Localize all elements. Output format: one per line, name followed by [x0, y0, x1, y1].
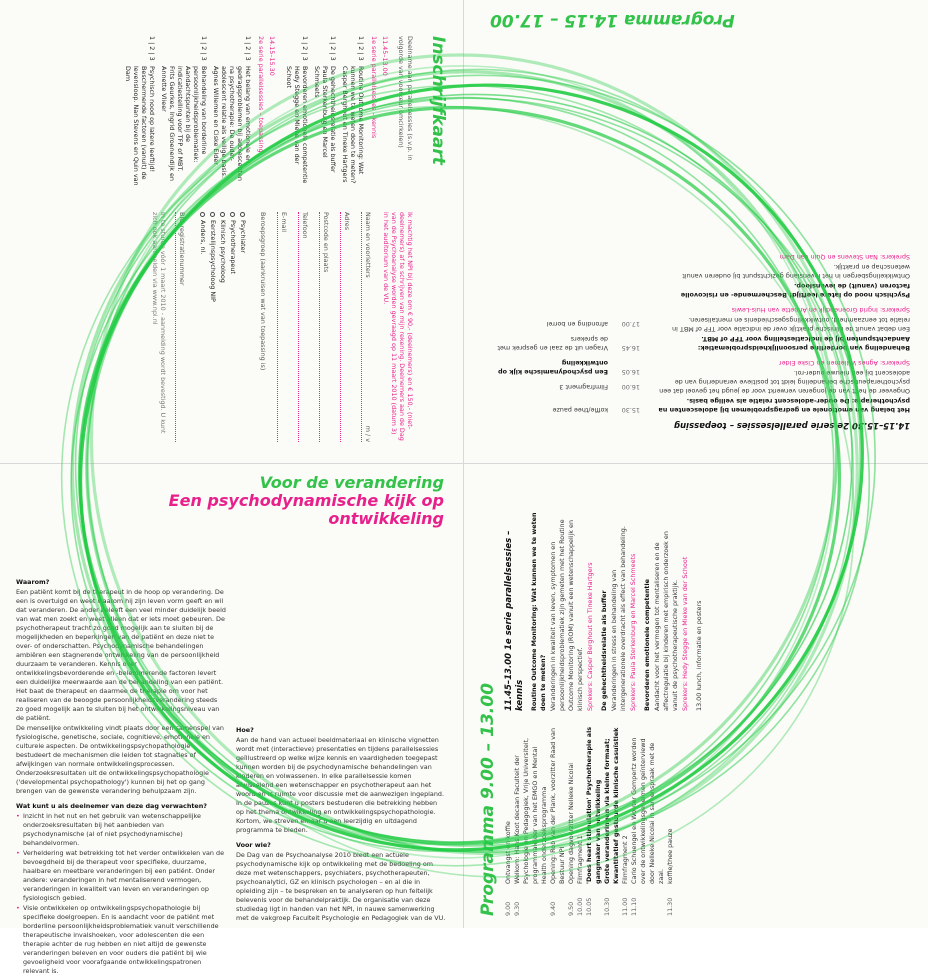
- email-field[interactable]: E-mail: [277, 212, 290, 442]
- headline-line-1: Voor de verandering: [259, 473, 444, 492]
- waarom-text-2: De menselijke ontwikkeling vindt plaats door een samenspel van fysiologische, genetische, sociale, cognitieve, emotionele en culturele aspecten. De ontwikkelingspsychopathologie bestudeert de mechanismen die leiden tot stagnaties of afwijkingen van normale ontwikkelingsprocessen. Onderzoeksresultaten uit de ontwikkelingspsychopathologie ('developmental psychopathology') kunnen bij het op gang brengen van de gewenste verandering behulpzaam zijn.: [16, 724, 224, 795]
- afternoon-session-3-title: Psychisch nood op latere leeftijd! Beschermende- en risicovolle factoren (vanuit) de levensloop.: [680, 282, 910, 299]
- morning-programme-title: Programma 9.00 – 13.00: [478, 683, 498, 916]
- schedule-row: 15.30 koffie/thee pauze: [552, 406, 640, 414]
- block1-option-3[interactable]: 1 | 2 | 3 Bevorderen emotionele competentie Hedy Stegge en Mieke van der Schoot: [285, 36, 309, 184]
- block2-time: 14.15–15.30: [268, 36, 276, 76]
- list-item: • Verheldering wat betrekking tot het verder ontwikkelen van de bevoegdheid bij de therapeut voor specifieke, duurzame, haalbare en meetbare veranderingen bij een patiënt. Onder andere: veranderingen in het mentaliserend vermogen, veranderingen in kwaliteit van leven en veranderingen op fysiologisch gebied.: [16, 849, 226, 903]
- morning-session-1-title: Routine Outcome Monitoring: Wat kunnen we te weten doen te meten?: [530, 512, 547, 711]
- name-field[interactable]: Naam en voorletters m / v: [361, 212, 374, 442]
- expectations-heading: Wat kunt u als deelnemer van deze dag verwachten?: [16, 802, 208, 810]
- schedule-row: 16.05 Een psychodynamische kijk op ontwikkeling: [498, 359, 640, 376]
- schedule-row: 16.00 Filmfragment 3: [559, 383, 640, 391]
- morning-session-1-speakers: Sprekers: Casper Berghout en Tineke Hartgers: [586, 562, 594, 711]
- morning-series: [504, 511, 705, 711]
- schedule-row: 11.00 Filmfragment 2: [621, 835, 629, 916]
- morning-session-2-speakers: Sprekers: Paula Sterkenburg en Marcel Schmeets: [629, 553, 637, 711]
- afternoon-schedule: [490, 251, 640, 414]
- schedule-row: 9.00 Ontvangst en koffie: [504, 821, 512, 916]
- profession-label: Beroepsgroep (aankruisen wat van toepassing is): [259, 212, 267, 371]
- registration-card-title: Inschrijfkaart: [428, 36, 448, 165]
- schedule-row: 10.00 Filmfragment 1: [576, 835, 584, 916]
- profession-option-eerstelijn[interactable]: Eerstelijnspsycholoog NIP: [208, 212, 218, 442]
- expectations-list: [16, 812, 226, 976]
- profession-option-psychotherapeut[interactable]: Psychotherapeut: [228, 212, 238, 442]
- schedule-row: 10.30 Grote veranderingen via kleine formaat; Kwantitatief gestuurde klinische casuïstiek: [603, 727, 620, 916]
- big-number-field[interactable]: BIG-registratienummer: [175, 212, 188, 442]
- gender-field[interactable]: m / v: [364, 425, 373, 442]
- headline: [150, 474, 444, 528]
- waarom-text: Een patiënt komt bij de therapeut in de hoop op verandering. De een is overtuigd en weet waarom hij zijn leven vorm geeft en wil dat veranderen. De ander beleeft een veel minder duidelijk beeld van wat men zoekt en weet alleen dat er iets moet gebeuren. De psychotherapeut tracht zo goed mogelijk aan te sluiten bij de mogelijkheden en beperkingen van de patiënt en deze niet te over- of onderschatten. Psychodynamische behandelingen ambiëren een stagnerende ontwikkeling van de persoonlijkheid duurzaam te veranderen. Kennis over ontwikkelingsbevorderende en -belemmerende factoren levert een duidelijke meerwaarde aan de behandeling van een patiënt. Het baat de therapeut en daarmee de therapie om voor het realiseren van de beoogde persoonlijkheidsverandering steeds zo goed mogelijk aan te sluiten bij het ontwikkelingsniveau van de patiënt.: [16, 588, 226, 722]
- radio-icon: [221, 212, 226, 217]
- schedule-row: 9.40 Opening: Rob van der Plank, voorzitter Raad van Bestuur NPI: [549, 727, 566, 916]
- profession-option-anders[interactable]: Anders, nl.: [198, 212, 208, 442]
- block2-option-2[interactable]: 1 | 2 | 3 Behandeling van borderline persoonlijkheidsproblematiek: Aandachtspunten bij de indicatiestelling voor TFP of MBT. Frits Geurkes, Ingrid Groenendijk en Annette Vlieer: [160, 36, 208, 181]
- programme-morning-panel: [478, 496, 908, 916]
- afternoon-session-3-body: Ontwikkelingsbergen in het levenslang gezichtspunt bij ouderen vanuit wetenschap en praktijk.: [682, 263, 910, 280]
- morning-schedule: [504, 726, 675, 916]
- schedule-row: 9.50 Opening dagvoorzitter Nelleke Nicolai: [567, 762, 575, 916]
- profession-option-klinisch[interactable]: Klinisch psycholoog: [218, 212, 228, 442]
- headline-line-2: Een psychodynamische kijk op ontwikkeling: [168, 491, 444, 528]
- block1-option-1[interactable]: 1 | 2 | 3 Routine Outcome Monitoring: Wat kunnen we te weten doen te meten? Casper Berghout en Tineke Hartgers: [341, 36, 365, 184]
- morning-session-3-title: Bevorderen emotionele competentie: [643, 578, 651, 711]
- schedule-row: 11.10 Carlo Schuengel en Wouter Gompertz worden over de ontwikkelingsgeheimen geïnterviewd door Nelleke Nicolai in samenspraak met de zaal.: [630, 737, 665, 916]
- hoe-heading: Hoe?: [236, 726, 254, 734]
- afternoon-session-1-body: Ongeveer de helft van de jongeren verwerkt voor de jeugd het gevoel dat een psychotherapeutische behandeling leidt tot positieve verandering van de adolescent bij een nieuwe ouder-rol.: [659, 369, 910, 395]
- programme-afternoon-panel: [470, 10, 920, 450]
- morning-session-3-body: Aandacht voor het vermogen tot mentaliseren en de affectregulatie bij kinderen met empirisch onderzoek en vanuit de psychotherapeutische praktijk.: [653, 531, 679, 711]
- block1-label: 1e serie parallelsessies – kennis: [370, 36, 378, 139]
- radio-icon: [241, 212, 246, 217]
- session-choice-column: [124, 36, 414, 186]
- schedule-row: 11.30 koffie/thee pauze: [666, 828, 674, 916]
- morning-series-title: 11.45–13.00 1e serie parallelsessies – kennis: [504, 530, 525, 711]
- schedule-row: 9.30 Welkom: Hans Koot decaan Faculteit der Psychologie en Pedagogiek, Vrije Universiteit, programmaleider van het EMGO en Mental Health onderzoeksprogramma: [513, 737, 548, 916]
- block2-option-3[interactable]: 1 | 2 | 3 Psychisch nood op latere leeftijd! Beschermende factoren (vanuit) de levensloop. Nan Stevens en Quin van Dam: [124, 36, 156, 186]
- schedule-row: 17.00 afronding en borrel: [546, 320, 640, 328]
- schedule-row: 16.45 Vragen uit de zaal en gesprek met de sprekers: [497, 335, 640, 352]
- morning-session-3-speakers: Sprekers: Hedy Stegge en Mieke van der Schoot: [681, 556, 689, 711]
- voor-wie-heading: Voor wie?: [236, 841, 271, 849]
- afternoon-session-2-speakers: Sprekers: Ingrid Groenendijk en Annette van Huis-Lewis: [731, 306, 910, 314]
- payment-authorisation: Ik machtig het NPI bij deze om € 90,- (deelnemers) en € 150,- (niet-deelnemers) af te schrijven van mijn rekening. Deelnemers aan de Dag van de Psychoanalyse worden gevraagd op 11 maart 2010 (datum 3) in het auditorium van de VU.: [382, 212, 414, 441]
- block1-time: 11.45–13.00: [381, 36, 389, 76]
- afternoon-session-3-speakers: Sprekers: Nan Stevens en Quin van Dam: [779, 253, 910, 261]
- radio-icon: [211, 212, 216, 217]
- profession-option-psychiater[interactable]: Psychiater: [238, 212, 248, 442]
- block2-label: 2e serie parallelsessies – toepassing: [257, 36, 265, 153]
- morning-session-2-body: Veranderingen in stress en behandeling van intergenerationele overdracht als effect van behandeling.: [610, 526, 627, 711]
- deadline-note: In te sturen vóór 1 maart 2010 - aanmelding wordt bevestigd. U kunt zich ook aanmelden via www.npi.nl: [151, 212, 167, 434]
- phone-field[interactable]: Telefoon: [298, 212, 311, 442]
- morning-session-1-body: Veranderingen in kwaliteit van leven, symptomen en persoonlijkheidsproblematiek zijn gemeten met het Routine Outcome Monitoring (ROM) vanuit een wetenschappelijk en klinisch perspectief.: [549, 519, 584, 711]
- voor-wie-text: De Dag van de Psychoanalyse 2010 biedt een actuele psychodynamische kijk op ontwikkeling met de bedoeling om deze met wetenschappers, psychiaters, psychotherapeuten, psychoanalytici, GZ en klinisch psychologen – en al die in opleiding zijn – te bespreken en te analyseren op hun feitelijk belevenis voor de behandelpraktijk. De organisatie van deze studiedag ligt in handen van het NPI, in nauwe samenwerking met de vakgroep Faculteit Psychologie en Pedagogiek van de VU.: [236, 851, 446, 922]
- lunch-line: 13.00 lunch, informatie en posters: [695, 600, 703, 711]
- afternoon-session-1-speakers: Sprekers: Agnes Willemen en Ciske Elder: [779, 359, 910, 367]
- afternoon-series-title: 14.15–15.30 2e serie parallelsessies – toepassing: [673, 420, 910, 430]
- afternoon-session-2-title: Behandeling van borderline persoonlijkheidsproblematiek: Aandachtspunten bij de indicatiestelling voor TFP of MBT.: [697, 335, 910, 352]
- block2-option-1[interactable]: 1 | 2 | 3 Het belang van emotionele en gedragsproblemen bij adolescenten na psychotherapie: De ouder-adolescent relatie als veilige basis. Agnes Willemen en Ciske Elder: [212, 36, 252, 181]
- block1-option-2[interactable]: 1 | 2 | 3 De gehechtheidsrelatie als buffer Paula Sterkenburg en Marcel Schmeets: [313, 36, 337, 173]
- waarom-heading: Waarom?: [16, 578, 50, 586]
- list-item: • Visie ontwikkelen op ontwikkelingspsychopathologie bij specifieke doelgroepen. En is aandacht voor de patiënt met borderline persoonlijkheidsproblematiek vanuit verschillende therapeutische invalshoeken, voor adolescenten die een therapie achter de rug hebben en niet altijd de gewenste veranderingen beleven en voor ouders die patiënt bij wie gevoeligheid voor voorafgaande ontwikkelingspatronen relevant is.: [16, 904, 226, 976]
- radio-icon: [231, 212, 236, 217]
- afternoon-programme-title: Programma 14.15 – 17.00: [490, 10, 735, 30]
- hoe-text: Aan de hand van actueel beeldmateriaal en klinische vignetten wordt met (interactieve) presentaties en tijdens parallelsessies geïllustreerd op welke wijze kennis en vaardigheden toegepast kunnen worden bij de psychodynamische behandelingen van kinderen en volwassenen. In elke parallelsessie komen afwisselend een wetenschapper en psychotherapeut aan het woord en is ruimte voor discussie met de aanwezigen ingepland. In de pauzes kunt u posters bestuderen die betrekking hebben op het thema ontwikkeling en ontwikkelingspsychopathologie. Kortom, we streven ernaar u een leerzijdig en uitdagend programma te bieden.: [236, 736, 444, 834]
- address-field[interactable]: Adres: [340, 212, 353, 442]
- schedule-row: 10.05 'Does heart stimulation' Psychotherapie als gangmaker van ontwikkeling: [585, 726, 602, 916]
- registration-card-panel: [18, 36, 448, 476]
- morning-session-2-title: De gehechtheidsrelatie als buffer: [600, 590, 608, 711]
- intro-column: [16, 578, 226, 977]
- vertical-fold-line: [463, 0, 464, 928]
- afternoon-series: [490, 251, 910, 430]
- session-intro: Deelname aan parallelsessies (s.v.p. in volgorde van voorkeur omcirkelen): [397, 36, 414, 161]
- list-item: • Inzicht in het nut en het gebruik van wetenschappelijke onderzoeksresultaten bij het aanbieden van psychodynamische (al of niet psychodynamische) behandelvormen.: [16, 812, 226, 848]
- afternoon-session-2-body: Een debat vanuit de klinische praktijk over de indicatie voor TFP of MBT in relatie tot eenzaamheid, ontwikkelingsgeschiedenis en mentaliseren.: [672, 316, 910, 333]
- afternoon-session-1-title: Het belang van emotionele en gedragsproblemen bij adolescenten na psychotherapie: De ouder-adolescent relatie als veilige basis.: [658, 397, 910, 414]
- postcode-field[interactable]: Postcode en plaats: [319, 212, 332, 442]
- personal-details-column: [151, 212, 414, 442]
- method-column: [236, 726, 446, 924]
- radio-icon: [201, 212, 206, 217]
